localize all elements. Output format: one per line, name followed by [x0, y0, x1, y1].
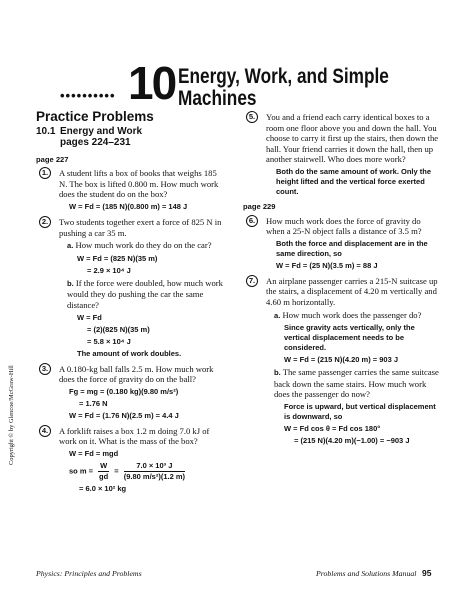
- answer-line: W = Fd: [77, 312, 102, 322]
- problem-text: A student lifts a box of books that weighs 185 N. The box is lifted 0.800 m. How much work does the student do on the box?: [59, 168, 219, 200]
- part-b: [59, 278, 226, 359]
- problem-number: 5.: [246, 111, 258, 123]
- chapter-title-line1: Energy, Work, and Simple: [178, 65, 389, 88]
- problem-number: 6.: [246, 215, 258, 227]
- answer: Both do the same amount of work. Only the height lifted and the vertical force exerted count.: [276, 166, 432, 196]
- section-title: Energy and Work: [60, 125, 143, 137]
- answer-line: Since gravity acts vertically, only the vertical displacement needs to be considered.: [284, 323, 415, 353]
- problem-text: A forklift raises a box 1.2 m doing 7.0 kJ of work on it. What is the mass of the box?: [59, 425, 210, 447]
- answer-line: = 6.0 × 10² kg: [79, 483, 127, 493]
- answer: W = Fd = (185 N)(0.800 m) = 148 J: [69, 201, 188, 211]
- page-number: 95: [422, 568, 432, 578]
- part-text: How much work do they do on the car?: [75, 240, 212, 251]
- answer-line: = 1.76 N: [79, 398, 108, 408]
- part-text: If the force were doubled, how much work would they do pushing the car the same distance?: [67, 277, 223, 310]
- answer-line: Both the force and displacement are in the same direction, so: [276, 238, 428, 258]
- chapter-title: [178, 66, 389, 110]
- answer-line: = (215 N)(4.20 m)(−1.00) = −903 J: [294, 435, 410, 445]
- left-column: [36, 109, 226, 499]
- problem-number: 7.: [246, 275, 258, 287]
- answer-line: Force is upward, but vertical displacement is downward, so: [284, 401, 436, 421]
- fraction-w-over-gd: [98, 461, 109, 482]
- section-pages: pages 224–231: [60, 137, 131, 149]
- answer-line: W = Fd = (25 N)(3.5 m) = 88 J: [276, 260, 378, 270]
- equals-sign: =: [114, 466, 119, 476]
- answer-prefix: so m =: [69, 466, 93, 476]
- problem-7: [243, 276, 441, 446]
- problem-1: [36, 168, 226, 212]
- part-text: The same passenger carries the same suitcase back down the same stairs. How much work does the passenger do now?: [274, 367, 439, 400]
- page-ref-229: page 229: [243, 201, 276, 211]
- problem-number: 4.: [39, 425, 51, 437]
- footer-manual-title: Problems and Solutions Manual: [316, 569, 417, 578]
- answer-line: = 2.9 × 10⁴ J: [87, 265, 131, 275]
- denominator: (9.80 m/s²)(1.2 m): [123, 471, 186, 481]
- chapter-title-line2: Machines: [178, 87, 257, 110]
- problem-text: Two students together exert a force of 825 N in pushing a car 35 m.: [59, 216, 222, 238]
- answer-line: = 5.8 × 10⁴ J: [87, 336, 131, 346]
- problem-number: 2.: [39, 216, 51, 228]
- answer-line: W = Fd cos θ = Fd cos 180°: [284, 423, 381, 433]
- denominator: gd: [99, 471, 109, 481]
- part-label: a.: [67, 241, 74, 251]
- answer-line: W = Fd = (825 N)(35 m): [77, 253, 158, 263]
- numerator: 7.0 × 10³ J: [124, 461, 185, 472]
- decorative-dots: ••••••••••: [60, 88, 116, 103]
- answer-line: W = Fd = mgd: [69, 448, 119, 458]
- part-label: b.: [67, 278, 74, 288]
- problem-4: [36, 426, 226, 494]
- answer-fraction-line: [59, 461, 226, 482]
- copyright-sidebar: Copyright © by Glencoe/McGraw-Hill: [8, 365, 15, 465]
- problem-text: You and a friend each carry identical boxes to a room one floor above you and down the hall. You choose to carry it first up the stairs, then down the hall. Your friend carries it down the hall, then up another stairwell. Who does more work?: [266, 112, 439, 165]
- part-b: [266, 367, 441, 446]
- footer-book-title: Physics: Principles and Problems: [36, 569, 142, 578]
- answer-line: W = Fd = (1.76 N)(2.5 m) = 4.4 J: [69, 410, 179, 420]
- numerator: W: [100, 460, 108, 470]
- answer-line: Fg = mg = (0.180 kg)(9.80 m/s²): [69, 386, 179, 396]
- part-text: How much work does the passenger do?: [282, 309, 422, 320]
- problem-6: [243, 216, 441, 271]
- chapter-number: 10: [128, 57, 176, 109]
- problem-number: 1.: [39, 167, 51, 179]
- fraction-values: [124, 461, 185, 482]
- problem-text: An airplane passenger carries a 215-N suitcase up the stairs, a displacement of 4.20 m vertically and 4.60 m horizontally.: [266, 275, 438, 307]
- problem-text: How much work does the force of gravity do when a 25-N object falls a distance of 3.5 m?: [266, 215, 422, 237]
- part-label: b.: [274, 368, 281, 378]
- practice-problems-heading: Practice Problems: [36, 109, 154, 124]
- part-a: [266, 310, 441, 366]
- right-column: [243, 112, 441, 451]
- problem-2: [36, 217, 226, 359]
- answer-line: = (2)(825 N)(35 m): [87, 324, 150, 334]
- answer-line: W = Fd = (215 N)(4.20 m) = 903 J: [284, 355, 399, 365]
- chapter-header: [60, 57, 440, 112]
- part-a: [59, 240, 226, 276]
- section-heading: [36, 126, 226, 149]
- problem-5: [243, 112, 441, 197]
- problem-text: A 0.180-kg ball falls 2.5 m. How much work does the force of gravity do on the ball?: [59, 363, 214, 385]
- section-number: 10.1: [36, 125, 56, 137]
- problem-3: [36, 364, 226, 421]
- answer-line: The amount of work doubles.: [77, 348, 182, 358]
- page-ref-227: page 227: [36, 154, 69, 164]
- part-label: a.: [274, 310, 281, 320]
- problem-number: 3.: [39, 363, 51, 375]
